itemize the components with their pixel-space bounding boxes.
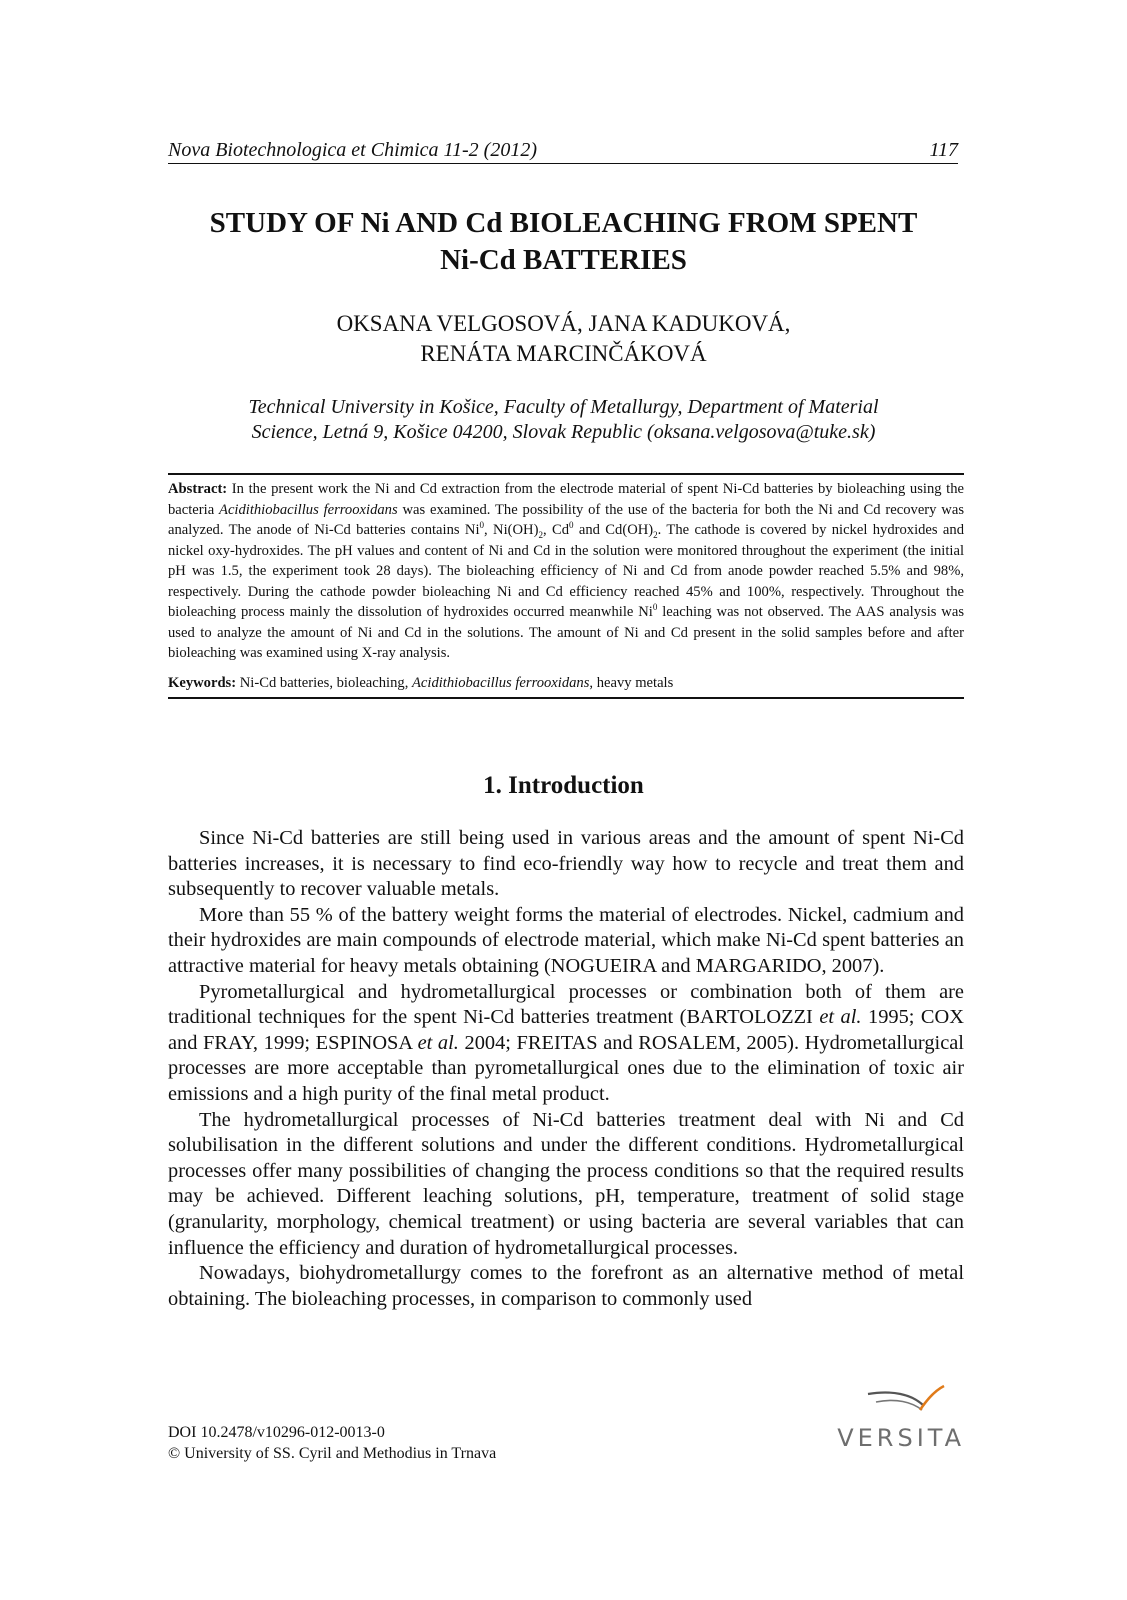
abstract-box	[168, 473, 964, 699]
text-run: Pyrometallurgical and hydrometallurgical processes or combination both of them are traditional techniques for the spent Ni-Cd batteries treatment (BARTOLOZZI	[168, 980, 964, 1029]
paragraph: Since Ni-Cd batteries are still being used in various areas and the amount of spent Ni-Cd batteries increases, it is necessary to find eco-friendly way how to recycle and treat them and subsequently to recover valuable metals.	[168, 827, 964, 901]
species-name: Acidithiobacillus ferrooxidans	[219, 501, 398, 518]
paragraph: Nowadays, biohydrometallurgy comes to the forefront as an alternative method of metal obtaining. The bioleaching processes, in comparison to commonly used	[168, 1262, 964, 1310]
et-al: et al.	[417, 1031, 459, 1054]
subscript: 2	[538, 529, 543, 540]
affiliation	[0, 395, 1127, 445]
affiliation-line-2: Science, Letná 9, Košice 04200, Slovak Republic (oksana.velgosova@tuke.sk)	[251, 421, 876, 443]
abstract-text: , Cd	[542, 522, 569, 538]
subscript: 2	[653, 529, 658, 540]
abstract-text: . The cathode is covered by nickel hydroxides and nickel oxy-hydroxides. The pH values and content of Ni and Cd in the solution were monitored throughout the experiment (the initial pH was 1.5, the experiment took 28 days). The bioleaching efficiency of Ni and Cd from anode powder reached 5.5% and 98%, respectively. During the cathode powder bioleaching Ni and Cd efficiency reached 45% and 100%, respectively. Throughout the bioleaching process mainly the dissolution of hydroxides occurred meanwhile Ni	[168, 522, 964, 620]
species-name: Acidithiobacillus ferrooxidans	[412, 674, 590, 691]
abstract-text: and Cd(OH)	[573, 522, 654, 538]
superscript: 0	[479, 520, 485, 531]
copyright-text: © University of SS. Cyril and Methodius in Trnava	[168, 1445, 497, 1462]
swoosh-icon	[820, 1376, 965, 1426]
author-list	[0, 309, 1127, 369]
paper-title	[0, 205, 1127, 279]
keywords-text: , heavy metals	[589, 674, 674, 691]
title-line-1: STUDY OF Ni AND Cd BIOLEACHING FROM SPENT	[209, 207, 918, 239]
superscript: 0	[652, 602, 658, 613]
logo-wordmark: VERSITA	[837, 1424, 965, 1452]
affiliation-line-1: Technical University in Košice, Faculty of Metallurgy, Department of Material	[248, 396, 879, 418]
page-number: 117	[929, 139, 958, 161]
doi-text: DOI 10.2478/v10296-012-0013-0	[168, 1424, 385, 1441]
abstract-text: leaching was not observed. The AAS analysis was used to analyze the amount of Ni and Cd in the solutions. The amount of Ni and Cd present in the solid samples before and after bioleaching was examined using X-ray analysis.	[168, 604, 964, 661]
text-run: 2004; FREITAS and ROSALEM, 2005). Hydrometallurgical processes are more acceptable than pyrometallurgical ones due to the elimination of toxic air emissions and a high purity of the final metal product.	[168, 1031, 964, 1105]
et-al: et al.	[819, 1006, 862, 1029]
keywords-line	[168, 673, 964, 694]
keywords-label: Keywords:	[168, 674, 237, 691]
authors-line-2: RENÁTA MARCINČÁKOVÁ	[420, 341, 707, 366]
abstract-text: was examined. The possibility of the use of the bacteria for both the Ni and Cd recovery was analyzed. The anode of Ni-Cd batteries contains Ni	[168, 501, 964, 538]
text-run: 1995; COX and FRAY, 1999; ESPINOSA	[168, 1006, 964, 1054]
abstract-paragraph	[168, 479, 964, 664]
section-heading: 1. Introduction	[483, 772, 644, 799]
abstract-text: In the present work the Ni and Cd extraction from the electrode material of spent Ni-Cd batteries by bioleaching using the bacteria	[168, 481, 964, 518]
versita-logo	[820, 1376, 965, 1454]
abstract-label: Abstract:	[168, 481, 228, 497]
abstract-text: , Ni(OH)	[484, 522, 539, 538]
superscript: 0	[569, 520, 574, 531]
authors-line-1: OKSANA VELGOSOVÁ, JANA KADUKOVÁ,	[336, 311, 791, 336]
paragraph	[168, 980, 964, 1108]
paragraph: More than 55 % of the battery weight forms the material of electrodes. Nickel, cadmium and their hydroxides are main compounds of electrode material, which make Ni-Cd spent batteries an attractive material for heavy metals obtaining (NOGUEIRA and MARGARIDO, 2007).	[168, 903, 964, 977]
footer	[168, 1422, 496, 1464]
running-header	[168, 138, 958, 164]
paragraph: The hydrometallurgical processes of Ni-Cd batteries treatment deal with Ni and Cd solubilisation in the different solutions and under the different conditions. Hydrometallurgical processes offer many possibilities of changing the process conditions so that the required results may be achieved. Different leaching solutions, pH, temperature, treatment of solid stage (granularity, morphology, chemical treatment) or using bacteria are several variables that can influence the efficiency and duration of hydrometallurgical processes.	[168, 1108, 964, 1259]
keywords-text: Ni-Cd batteries, bioleaching,	[236, 674, 412, 691]
body-text	[168, 826, 964, 1312]
title-line-2: Ni-Cd BATTERIES	[440, 244, 687, 276]
journal-citation: Nova Biotechnologica et Chimica 11-2 (2012)	[168, 139, 537, 161]
